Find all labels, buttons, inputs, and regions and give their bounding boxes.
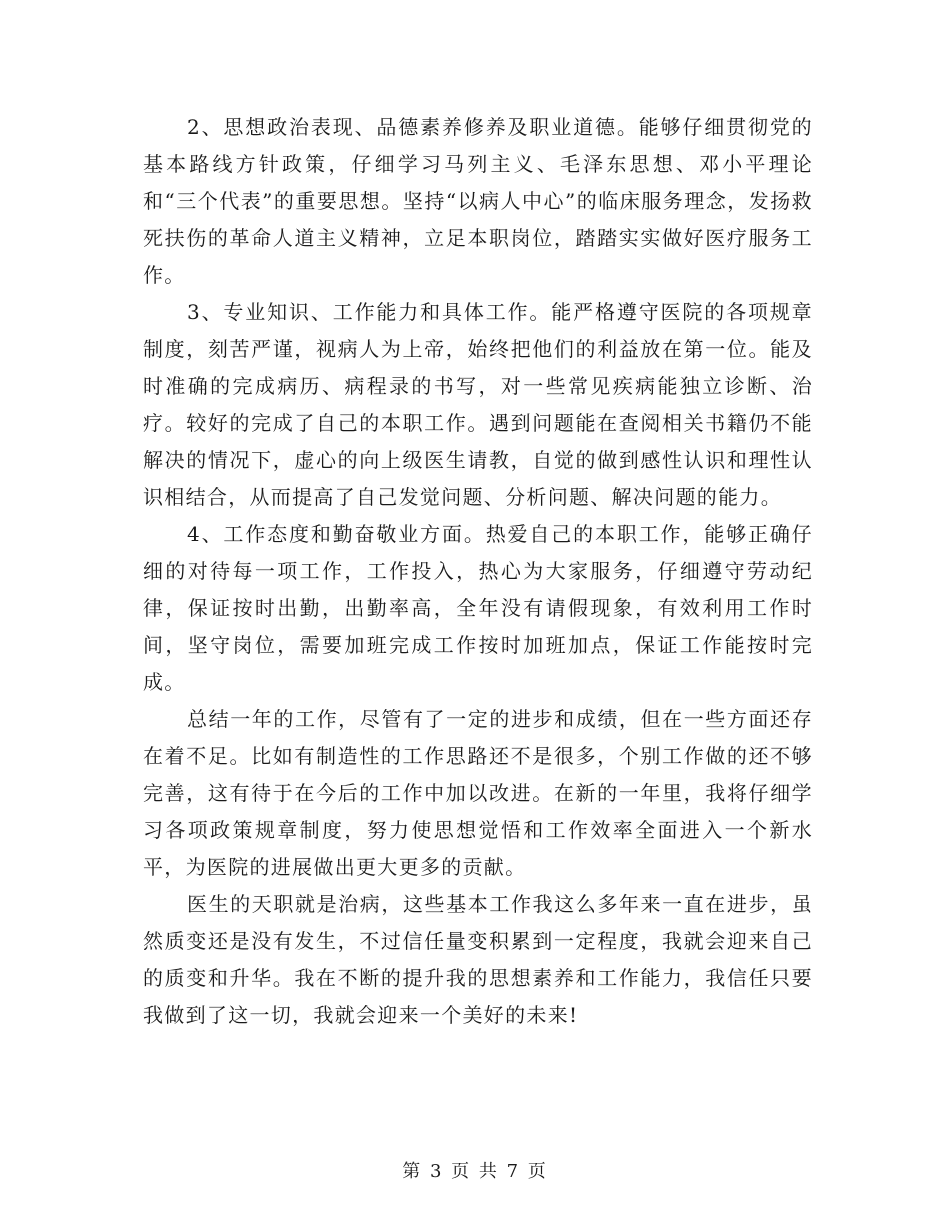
paragraph-professional-knowledge: 3、专业知识、工作能力和具体工作。能严格遵守医院的各项规章制度，刻苦严谨，视病人为上帝，始终把他们的利益放在第一位。能及时准确的完成病历、病程录的书写，对一些常见疾病能独立诊断、治疗。较好的完成了自己的本职工作。遇到问题能在查阅相关书籍仍不能解决的情况下，虚心的向上级医生请教，自觉的做到感性认识和理性认识相结合，从而提高了自己发觉问题、分析问题、解决问题的能力。: [143, 300, 813, 509]
paragraph-year-summary: 总结一年的工作，尽管有了一定的进步和成绩，但在一些方面还存在着不足。比如有制造性的工作思路还不是很多，个别工作做的还不够完善，这有待于在今后的工作中加以改进。在新的一年里，我将仔细学习各项政策规章制度，努力使思想觉悟和工作效率全面进入一个新水平，为医院的进展做出更大更多的贡献。: [143, 707, 813, 879]
paragraph-work-attitude: 4、工作态度和勤奋敬业方面。热爱自己的本职工作，能够正确仔细的对待每一项工作，工作投入，热心为大家服务，仔细遵守劳动纪律，保证按时出勤，出勤率高，全年没有请假现象，有效利用工作时间，坚守岗位，需要加班完成工作按时加班加点，保证工作能按时完成。: [143, 522, 813, 694]
document-body: [143, 109, 813, 1034]
paragraph-political-performance: 2、思想政治表现、品德素养修养及职业道德。能够仔细贯彻党的基本路线方针政策，仔细学习马列主义、毛泽东思想、邓小平理论和“三个代表”的重要思想。坚持“以病人中心”的临床服务理念，发扬救死扶伤的革命人道主义精神，立足本职岗位，踏踏实实做好医疗服务工作。: [143, 115, 813, 287]
paragraph-closing: 医生的天职就是治病，这些基本工作我这么多年来一直在进步，虽然质变还是没有发生，不过信任量变积累到一定程度，我就会迎来自己的质变和升华。我在不断的提升我的思想素养和工作能力，我信任只要我做到了这一切，我就会迎来一个美好的未来!: [143, 892, 813, 1027]
page-number-footer: 第 3 页 共 7 页: [402, 1161, 548, 1182]
